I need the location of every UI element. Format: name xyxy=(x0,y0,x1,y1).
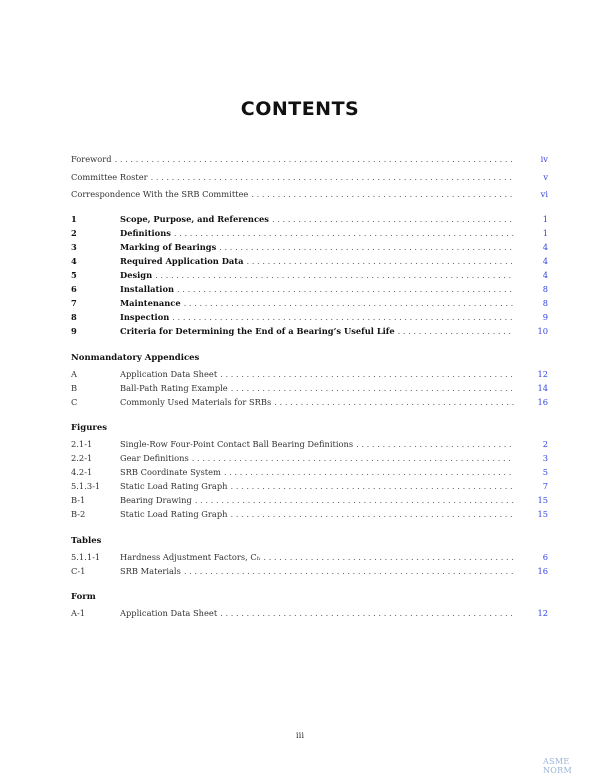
page-number: iii xyxy=(295,731,305,741)
toc-entry[interactable] xyxy=(71,255,548,267)
toc-entry[interactable] xyxy=(71,325,548,337)
toc-entry[interactable] xyxy=(71,188,548,200)
entry-title[interactable]: Inspection xyxy=(120,312,170,322)
entry-page-link[interactable]: 12 xyxy=(537,608,548,618)
entry-page-link[interactable]: 8 xyxy=(542,298,548,308)
toc-entry[interactable] xyxy=(71,311,548,323)
dot-leader xyxy=(356,438,514,450)
entry-page-link[interactable]: 12 xyxy=(537,369,548,379)
entry-page-link[interactable]: 9 xyxy=(542,312,548,322)
entry-title[interactable]: Scope, Purpose, and References xyxy=(120,214,269,224)
entry-title[interactable]: Foreword xyxy=(71,154,112,164)
dot-leader xyxy=(177,283,514,295)
dot-leader xyxy=(231,382,514,394)
toc-entry[interactable] xyxy=(71,241,548,253)
toc-entry[interactable] xyxy=(71,565,548,577)
entry-number: B-1 xyxy=(71,495,86,505)
dot-leader xyxy=(247,255,515,267)
toc-entry[interactable] xyxy=(71,269,548,281)
toc-entry[interactable] xyxy=(71,382,548,394)
entry-page-link[interactable]: 5 xyxy=(542,467,548,477)
entry-number: 3 xyxy=(71,242,77,252)
dot-leader xyxy=(151,171,514,183)
entry-page-link[interactable]: vi xyxy=(540,189,548,199)
entry-number: 2.2-1 xyxy=(71,453,93,463)
entry-title[interactable]: Committee Roster xyxy=(71,172,148,182)
entry-page-link[interactable]: 8 xyxy=(542,284,548,294)
entry-title[interactable]: Required Application Data xyxy=(120,256,244,266)
entry-title[interactable]: Definitions xyxy=(120,228,171,238)
section-heading: Figures xyxy=(71,423,108,433)
dot-leader xyxy=(272,213,514,225)
entry-number: 8 xyxy=(71,312,77,322)
entry-title[interactable]: Marking of Bearings xyxy=(120,242,217,252)
dot-leader xyxy=(251,188,514,200)
toc-entry[interactable] xyxy=(71,297,548,309)
dot-leader xyxy=(184,565,514,577)
dot-leader xyxy=(195,494,514,506)
toc-entry[interactable] xyxy=(71,283,548,295)
dot-leader xyxy=(231,508,515,520)
dot-leader xyxy=(220,368,514,380)
entry-page-link[interactable]: iv xyxy=(540,154,548,164)
entry-title[interactable]: Application Data Sheet xyxy=(120,608,218,618)
entry-title[interactable]: Installation xyxy=(120,284,175,294)
entry-number: C-1 xyxy=(71,566,86,576)
dot-leader xyxy=(155,269,514,281)
entry-title[interactable]: SRB Coordinate System xyxy=(120,467,221,477)
toc-entry[interactable] xyxy=(71,480,548,492)
toc-entry[interactable] xyxy=(71,153,548,165)
dot-leader xyxy=(174,227,514,239)
entry-title[interactable]: Design xyxy=(120,270,153,280)
entry-title[interactable]: Static Load Rating Graph xyxy=(120,509,228,519)
toc-entry[interactable] xyxy=(71,438,548,450)
entry-page-link[interactable]: 6 xyxy=(542,552,548,562)
entry-title[interactable]: Commonly Used Materials for SRBs xyxy=(120,397,272,407)
toc-entry[interactable] xyxy=(71,213,548,225)
entry-page-link[interactable]: 15 xyxy=(537,509,548,519)
entry-number: 1 xyxy=(71,214,77,224)
entry-title[interactable]: Criteria for Determining the End of a Bearing’s Useful Life xyxy=(120,326,395,336)
entry-number: 2.1-1 xyxy=(71,439,93,449)
entry-title[interactable]: Single-Row Four-Point Contact Ball Bearing Definitions xyxy=(120,439,354,449)
entry-number: B-2 xyxy=(71,509,86,519)
entry-number: 5.1.3-1 xyxy=(71,481,101,491)
entry-number: A xyxy=(71,369,77,379)
entry-page-link[interactable]: 3 xyxy=(542,453,548,463)
entry-page-link[interactable]: v xyxy=(543,172,548,182)
entry-number: 4 xyxy=(71,256,77,266)
dot-leader xyxy=(192,452,514,464)
entry-title[interactable]: Correspondence With the SRB Committee xyxy=(71,189,249,199)
toc-entry[interactable] xyxy=(71,551,548,563)
entry-number: A-1 xyxy=(71,608,86,618)
dot-leader xyxy=(224,466,514,478)
entry-page-link[interactable]: 2 xyxy=(542,439,548,449)
toc-entry[interactable] xyxy=(71,396,548,408)
entry-title[interactable]: SRB Materials xyxy=(120,566,181,576)
dot-leader xyxy=(274,396,514,408)
entry-page-link[interactable]: 16 xyxy=(537,566,548,576)
toc-entry[interactable] xyxy=(71,508,548,520)
dot-leader xyxy=(231,480,515,492)
toc-entry[interactable] xyxy=(71,494,548,506)
entry-title[interactable]: Gear Definitions xyxy=(120,453,189,463)
toc-entry[interactable] xyxy=(71,452,548,464)
entry-title[interactable]: Hardness Adjustment Factors, Cₕ xyxy=(120,552,261,562)
dot-leader xyxy=(115,153,514,165)
entry-title[interactable]: Ball-Path Rating Example xyxy=(120,383,228,393)
entry-page-link[interactable]: 10 xyxy=(537,326,548,336)
entry-number: 2 xyxy=(71,228,77,238)
dot-leader xyxy=(263,551,514,563)
entry-page-link[interactable]: 4 xyxy=(542,242,548,252)
dot-leader xyxy=(219,241,514,253)
entry-page-link[interactable]: 14 xyxy=(537,383,548,393)
entry-page-link[interactable]: 1 xyxy=(542,214,548,224)
entry-number: C xyxy=(71,397,78,407)
section-heading: Tables xyxy=(71,536,102,546)
entry-number: 5 xyxy=(71,270,77,280)
entry-title[interactable]: Bearing Drawing xyxy=(120,495,192,505)
entry-number: B xyxy=(71,383,78,393)
entry-page-link[interactable]: 4 xyxy=(542,256,548,266)
watermark-logo: ASME NORM xyxy=(543,757,572,775)
toc-entry[interactable] xyxy=(71,607,548,619)
entry-number: 4.2-1 xyxy=(71,467,93,477)
entry-title[interactable]: Application Data Sheet xyxy=(120,369,218,379)
page-title: CONTENTS xyxy=(240,98,360,120)
toc-entry[interactable] xyxy=(71,466,548,478)
toc-entry[interactable] xyxy=(71,171,548,183)
toc-entry[interactable] xyxy=(71,368,548,380)
dot-leader xyxy=(172,311,514,323)
dot-leader xyxy=(398,325,514,337)
entry-title[interactable]: Maintenance xyxy=(120,298,181,308)
entry-page-link[interactable]: 7 xyxy=(542,481,548,491)
dot-leader xyxy=(220,607,514,619)
entry-page-link[interactable]: 4 xyxy=(542,270,548,280)
entry-page-link[interactable]: 1 xyxy=(542,228,548,238)
entry-number: 7 xyxy=(71,298,77,308)
entry-number: 9 xyxy=(71,326,77,336)
entry-number: 5.1.1-1 xyxy=(71,552,101,562)
toc-entry[interactable] xyxy=(71,227,548,239)
entry-page-link[interactable]: 16 xyxy=(537,397,548,407)
section-heading: Nonmandatory Appendices xyxy=(71,353,200,363)
entry-page-link[interactable]: 15 xyxy=(537,495,548,505)
section-heading: Form xyxy=(71,592,96,602)
entry-title[interactable]: Static Load Rating Graph xyxy=(120,481,228,491)
dot-leader xyxy=(184,297,514,309)
entry-number: 6 xyxy=(71,284,77,294)
